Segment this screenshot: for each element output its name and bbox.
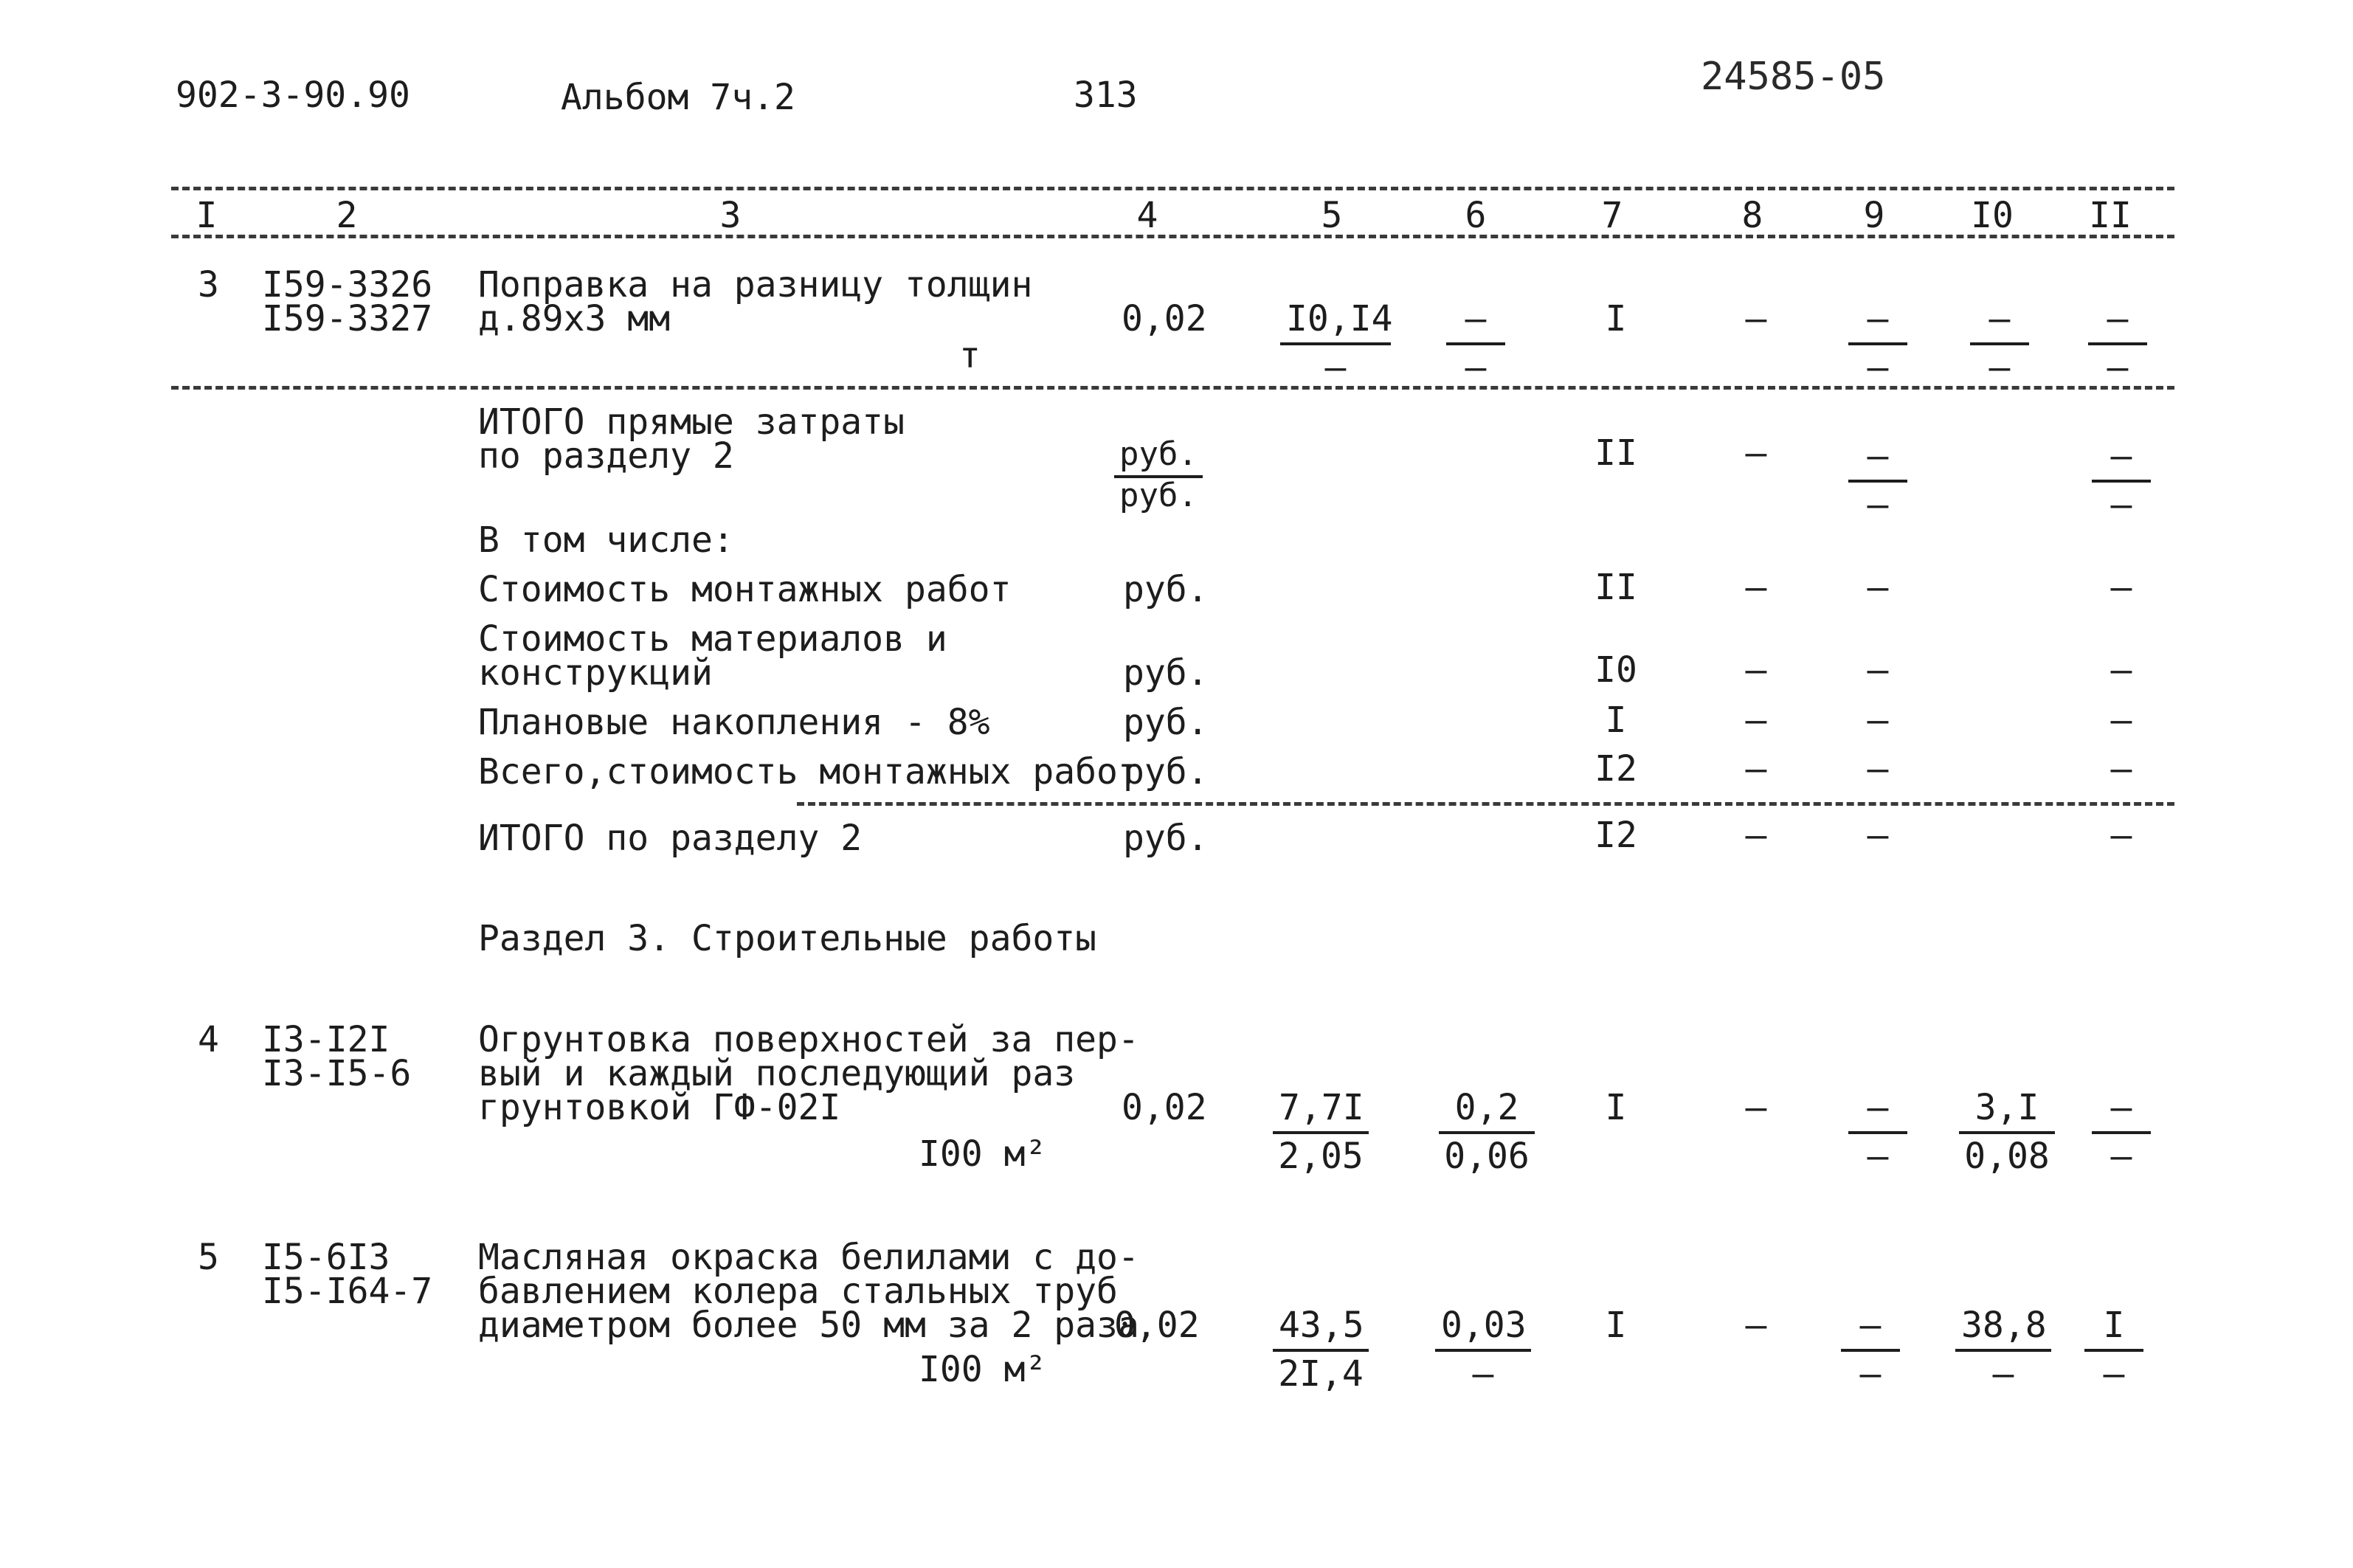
col9-value: – [1867,567,1889,608]
unit-of-measure: руб. [1123,818,1209,859]
col8-value: – [1745,815,1767,856]
price-code: I5-6I3 [262,1237,390,1278]
col10-value: $\frac{3,I}{0,08}$ [1959,1090,2055,1174]
col11-value: – – [2092,1090,2151,1174]
section-heading: Раздел 3. Строительные работы [478,918,1097,959]
col6-value: $\frac{0,2}{0,06}$ [1439,1090,1535,1174]
inventory-stamp: 24585-05 [1701,55,1886,99]
price-code: I59-3327 [262,298,433,339]
work-description: Масляная окраска белилами с до- [478,1237,1139,1278]
col11-value: – [2110,649,2132,691]
column-header: 3 [719,195,742,236]
col8-value: – [1745,1087,1767,1128]
column-header: II [2089,195,2132,236]
column-header: 5 [1321,195,1343,236]
col9-value: – [1867,815,1889,856]
col11-value: – – [2092,438,2151,522]
unit-of-measure: т [959,335,981,376]
col9-value: – [1867,700,1889,741]
work-description: диаметром более 50 мм за 2 раза [478,1305,1139,1346]
col7-value: I2 [1594,748,1637,790]
col8-value: – [1745,1305,1767,1346]
col11-value: – [2110,748,2132,790]
col8-value: – [1745,748,1767,790]
quantity: 0,02 [1114,1305,1200,1346]
unit-of-measure: руб. [1123,751,1209,792]
row-number: 3 [198,264,219,305]
unit-of-measure: руб. [1123,702,1209,743]
item-label: конструкций [478,652,713,694]
total-label: ИТОГО прямые затраты [478,401,905,443]
item-label: Всего,стоимость монтажных работ [478,751,1139,792]
col7-value: II [1594,432,1637,474]
price-code: I5-I64-7 [262,1271,433,1312]
col7-value: I [1605,1087,1627,1128]
col6-value: 0,03 – [1435,1308,1531,1392]
column-header: 6 [1465,195,1487,236]
work-description: вый и каждый последующий раз [478,1053,1076,1094]
col11-value: I – [2084,1308,2143,1392]
album-label: Альбом 7ч.2 [561,77,795,118]
col8-value: – [1745,298,1767,339]
column-header: I0 [1971,195,2014,236]
col8-value: – [1745,649,1767,691]
col7-value: I2 [1594,815,1637,856]
col5-value: I0,I4 – [1280,301,1391,385]
column-header: I [196,195,218,236]
col11-value: – [2110,700,2132,741]
col8-value: – [1745,567,1767,608]
section-total-rule [797,802,2174,806]
col9-value: – – [1848,301,1907,385]
page-number: 313 [1074,75,1138,116]
document-code: 902-3-90.90 [176,75,410,116]
work-description: бавлением колера стальных труб [478,1271,1118,1312]
col9-value: – – [1848,438,1907,522]
unit-of-measure: I00 м² [919,1133,1047,1175]
col11-value: – – [2088,301,2147,385]
unit-of-measure: руб. [1123,569,1209,610]
subheading: В том числе: [478,519,734,561]
col7-value: I [1605,700,1627,741]
col6-value: – – [1446,301,1505,385]
col7-value: I [1605,1305,1627,1346]
col10-value: 38,8 – [1955,1308,2051,1392]
quantity: 0,02 [1122,298,1207,339]
unit-of-measure: I00 м² [919,1349,1047,1390]
col5-value: $\frac{7,7I}{2,05}$ [1273,1090,1369,1174]
row-number: 5 [198,1237,219,1278]
item-label: Стоимость материалов и [478,618,947,660]
work-description: Огрунтовка поверхностей за пер- [478,1019,1139,1060]
total-label: ИТОГО по разделу 2 [478,818,863,859]
row-number: 4 [198,1019,219,1060]
col7-value: I0 [1594,649,1637,691]
column-header: 4 [1136,195,1158,236]
quantity: 0,02 [1122,1087,1207,1128]
price-code: I59-3326 [262,264,433,305]
col11-value: – [2110,567,2132,608]
col9-value: – – [1841,1308,1900,1392]
unit-of-measure: руб. [1123,652,1209,694]
work-description: грунтовкой ГФ-02I [478,1087,841,1128]
col9-value: – – [1848,1090,1907,1174]
col9-value: – [1867,748,1889,790]
column-header: 9 [1863,195,1885,236]
col7-value: I [1605,298,1627,339]
col8-value: – [1745,432,1767,474]
col7-value: II [1594,567,1637,608]
col10-value: – – [1970,301,2029,385]
col9-value: – [1867,649,1889,691]
col5-value: $\frac{43,5}{2I,4}$ [1273,1308,1369,1392]
unit-of-measure: руб. руб. [1114,438,1203,515]
col8-value: – [1745,700,1767,741]
work-description: д.89х3 мм [478,298,671,339]
col11-value: – [2110,815,2132,856]
total-label: по разделу 2 [478,435,734,477]
column-header: 7 [1601,195,1623,236]
price-code: I3-I2I [262,1019,390,1060]
column-header: 2 [336,195,358,236]
column-header: 8 [1741,195,1763,236]
work-description: Поправка на разницу толщин [478,264,1033,305]
header-top-rule [171,187,2174,190]
item-label: Стоимость монтажных работ [478,569,1012,610]
item-label: Плановые накопления - 8% [478,702,990,743]
price-code: I3-I5-6 [262,1053,412,1094]
row-separator-rule [171,386,2174,390]
